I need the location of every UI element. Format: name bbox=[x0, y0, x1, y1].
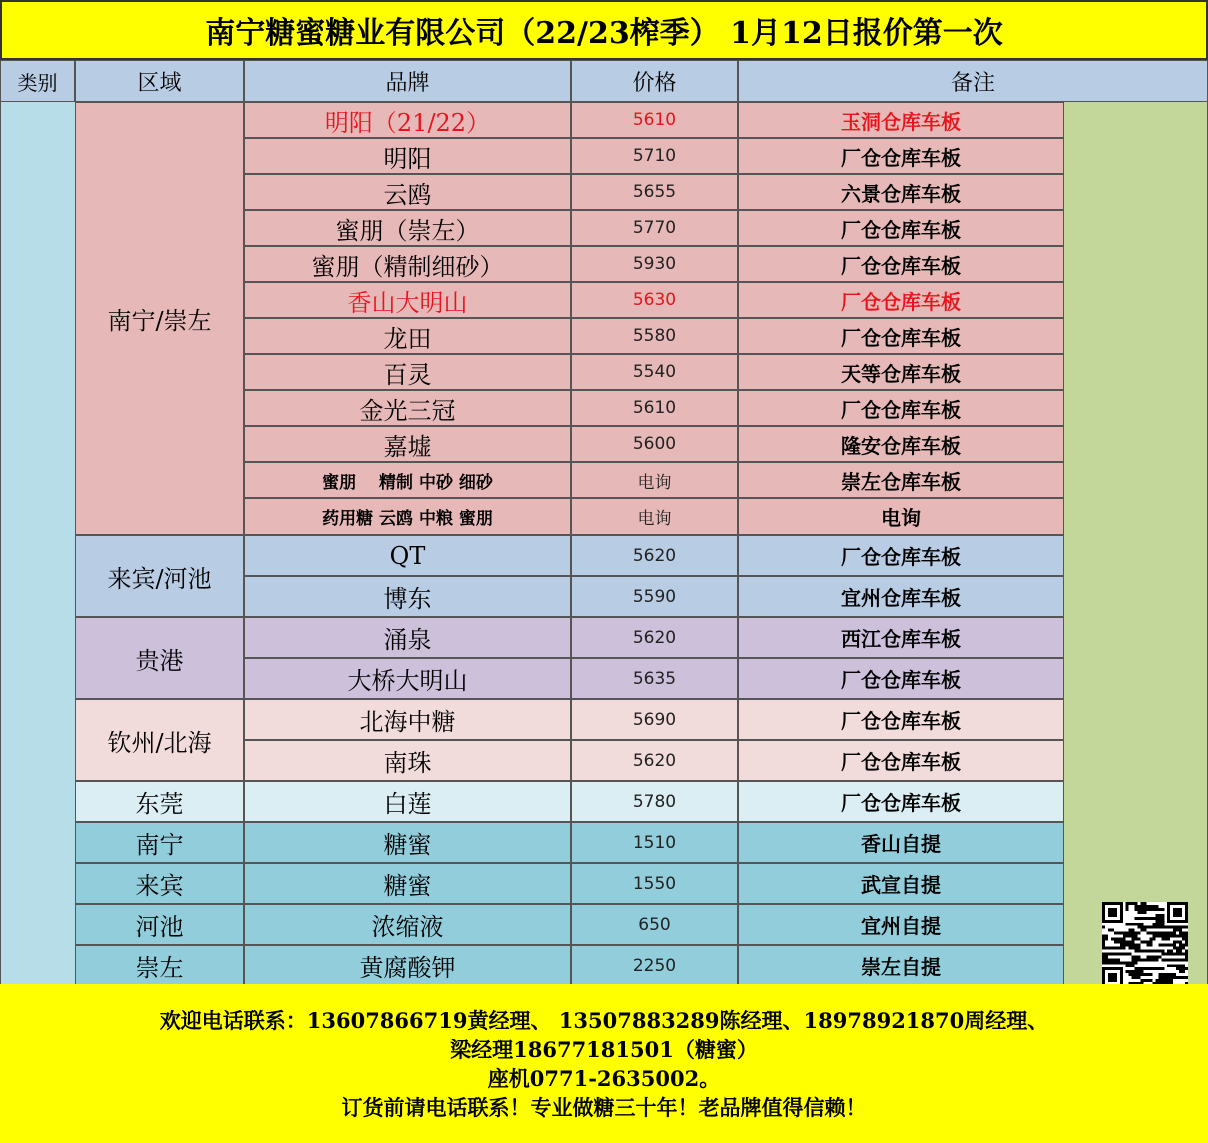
row-price: 5930 bbox=[571, 246, 738, 282]
row-note: 天等仓库车板 bbox=[738, 354, 1064, 390]
row-price: 5580 bbox=[571, 318, 738, 354]
header-region: 区域 bbox=[75, 60, 244, 102]
row-brand: 糖蜜 bbox=[244, 863, 571, 904]
row-brand: 浓缩液 bbox=[244, 904, 571, 945]
region-laibin-hechi: 来宾/河池 bbox=[75, 535, 244, 617]
row-note: 厂仓仓库车板 bbox=[738, 535, 1064, 576]
row-price: 5610 bbox=[571, 102, 738, 138]
category-band bbox=[0, 102, 75, 984]
region-hechi: 河池 bbox=[75, 904, 244, 945]
region-qinzhou-beihai: 钦州/北海 bbox=[75, 699, 244, 781]
row-brand: 云鸥 bbox=[244, 174, 571, 210]
region-dongguan: 东莞 bbox=[75, 781, 244, 822]
region-laibin: 来宾 bbox=[75, 863, 244, 904]
row-price: 5770 bbox=[571, 210, 738, 246]
row-note: 香山自提 bbox=[738, 822, 1064, 863]
row-brand: 百灵 bbox=[244, 354, 571, 390]
row-note: 厂仓仓库车板 bbox=[738, 740, 1064, 781]
qr-code-icon bbox=[1102, 902, 1188, 988]
row-note: 崇左仓库车板 bbox=[738, 462, 1064, 498]
row-price: 电询 bbox=[571, 462, 738, 498]
row-brand: 北海中糖 bbox=[244, 699, 571, 740]
header-price: 价格 bbox=[571, 60, 738, 102]
row-note: 厂仓仓库车板 bbox=[738, 318, 1064, 354]
row-note: 武宣自提 bbox=[738, 863, 1064, 904]
row-brand: 黄腐酸钾 bbox=[244, 945, 571, 986]
row-brand: QT bbox=[244, 535, 571, 576]
row-price: 2250 bbox=[571, 945, 738, 986]
row-note: 隆安仓库车板 bbox=[738, 426, 1064, 462]
row-brand: 蜜朋（精制细砂） bbox=[244, 246, 571, 282]
row-brand: 涌泉 bbox=[244, 617, 571, 658]
row-brand: 糖蜜 bbox=[244, 822, 571, 863]
footer-line-landline: 座机0771-2635002。 bbox=[487, 1065, 721, 1091]
row-note: 崇左自提 bbox=[738, 945, 1064, 986]
row-brand: 蜜朋（崇左） bbox=[244, 210, 571, 246]
row-price: 5620 bbox=[571, 617, 738, 658]
row-price: 5655 bbox=[571, 174, 738, 210]
row-price: 5540 bbox=[571, 354, 738, 390]
row-note: 六景仓库车板 bbox=[738, 174, 1064, 210]
row-brand: 嘉墟 bbox=[244, 426, 571, 462]
row-note: 厂仓仓库车板 bbox=[738, 390, 1064, 426]
row-brand: 金光三冠 bbox=[244, 390, 571, 426]
row-price: 1510 bbox=[571, 822, 738, 863]
region-nanning-chongzuo: 南宁/崇左 bbox=[75, 102, 244, 535]
header-category: 类别 bbox=[0, 60, 75, 102]
row-brand: 蜜朋 精制 中砂 细砂 bbox=[244, 462, 571, 498]
row-price: 5630 bbox=[571, 282, 738, 318]
row-price: 650 bbox=[571, 904, 738, 945]
footer-line-slogan: 订货前请电话联系！专业做糖三十年！老品牌值得信赖！ bbox=[341, 1094, 867, 1120]
row-note: 西江仓库车板 bbox=[738, 617, 1064, 658]
row-brand: 明阳 bbox=[244, 138, 571, 174]
region-guigang: 贵港 bbox=[75, 617, 244, 699]
row-note: 厂仓仓库车板 bbox=[738, 246, 1064, 282]
row-note: 厂仓仓库车板 bbox=[738, 781, 1064, 822]
row-price: 1550 bbox=[571, 863, 738, 904]
row-price: 5635 bbox=[571, 658, 738, 699]
header-note: 备注 bbox=[738, 60, 1208, 102]
row-brand: 白莲 bbox=[244, 781, 571, 822]
row-note: 厂仓仓库车板 bbox=[738, 658, 1064, 699]
row-price: 5620 bbox=[571, 740, 738, 781]
footer-line-molasses: 梁经理18677181501（糖蜜） bbox=[450, 1036, 758, 1062]
row-price: 电询 bbox=[571, 498, 738, 535]
footer-line-phones: 欢迎电话联系：13607866719黄经理、 13507883289陈经理、18978921870周经理、 bbox=[159, 1007, 1049, 1033]
row-brand: 药用糖 云鸥 中粮 蜜朋 bbox=[244, 498, 571, 535]
row-brand: 博东 bbox=[244, 576, 571, 617]
row-note: 厂仓仓库车板 bbox=[738, 138, 1064, 174]
row-note: 宜州仓库车板 bbox=[738, 576, 1064, 617]
row-note: 厂仓仓库车板 bbox=[738, 699, 1064, 740]
row-note: 玉洞仓库车板 bbox=[738, 102, 1064, 138]
row-brand: 香山大明山 bbox=[244, 282, 571, 318]
row-price: 5780 bbox=[571, 781, 738, 822]
row-price: 5590 bbox=[571, 576, 738, 617]
right-band bbox=[1063, 102, 1208, 984]
row-price: 5620 bbox=[571, 535, 738, 576]
page-title: 南宁糖蜜糖业有限公司（22/23榨季） 1月12日报价第一次 bbox=[0, 0, 1208, 60]
row-price: 5710 bbox=[571, 138, 738, 174]
row-note: 电询 bbox=[738, 498, 1064, 535]
row-note: 厂仓仓库车板 bbox=[738, 210, 1064, 246]
row-note: 宜州自提 bbox=[738, 904, 1064, 945]
region-nanning: 南宁 bbox=[75, 822, 244, 863]
row-price: 5610 bbox=[571, 390, 738, 426]
row-note: 厂仓仓库车板 bbox=[738, 282, 1064, 318]
region-chongzuo: 崇左 bbox=[75, 945, 244, 986]
row-brand: 龙田 bbox=[244, 318, 571, 354]
row-brand: 明阳（21/22） bbox=[244, 102, 571, 138]
header-brand: 品牌 bbox=[244, 60, 571, 102]
row-brand: 大桥大明山 bbox=[244, 658, 571, 699]
row-price: 5690 bbox=[571, 699, 738, 740]
row-price: 5600 bbox=[571, 426, 738, 462]
row-brand: 南珠 bbox=[244, 740, 571, 781]
contact-footer bbox=[0, 984, 1208, 1143]
